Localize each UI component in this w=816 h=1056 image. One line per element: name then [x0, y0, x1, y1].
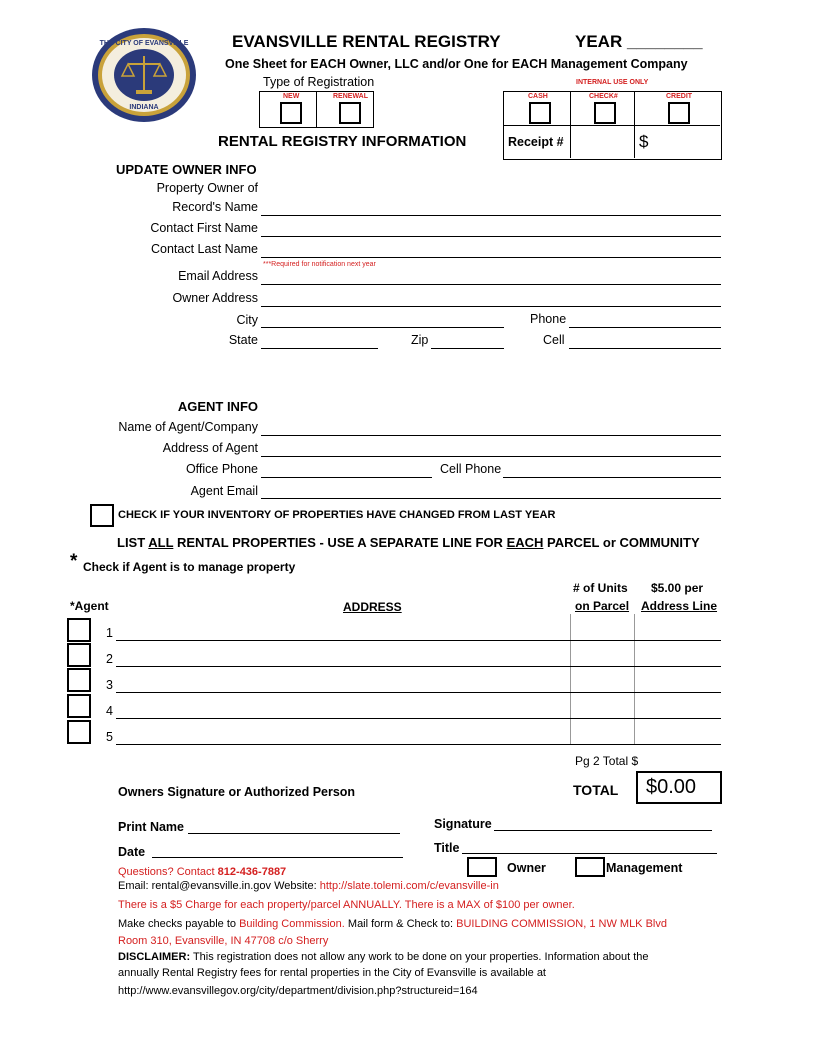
agent-name-field[interactable]: [261, 435, 721, 436]
print-name-field[interactable]: [188, 833, 400, 834]
owner-name-field[interactable]: [261, 215, 721, 216]
questions-line: Questions? Contact 812-436-7887: [118, 866, 287, 878]
new-label: NEW: [283, 93, 300, 100]
agent-heading: AGENT INFO: [177, 399, 258, 414]
charge-note: There is a $5 Charge for each property/parcel ANNUALLY. There is a MAX of $100 per owner.: [118, 899, 575, 911]
inventory-changed-label: CHECK IF YOUR INVENTORY OF PROPERTIES HAVE CHANGED FROM LAST YEAR: [118, 509, 556, 521]
state-field[interactable]: [261, 348, 378, 349]
dollar-sign: $: [639, 132, 649, 151]
agent-checkbox-4[interactable]: [67, 694, 91, 718]
office-phone-field[interactable]: [261, 477, 432, 478]
owner-checkbox[interactable]: [467, 857, 497, 877]
renewal-label: RENEWAL: [333, 93, 368, 100]
disclaimer-line-2: annually Rental Registry fees for rental properties in the City of Evansville is available at: [118, 967, 546, 979]
agent-name-label: Name of Agent/Company: [118, 420, 258, 434]
list-heading: LIST ALL RENTAL PROPERTIES - USE A SEPARATE LINE FOR EACH PARCEL or COMMUNITY: [117, 535, 700, 550]
cell-phone-field[interactable]: [503, 477, 721, 478]
email-label: Email Address: [178, 269, 258, 283]
title-label: Title: [434, 841, 460, 855]
credit-label: CREDIT: [666, 93, 693, 100]
form-title: EVANSVILLE RENTAL REGISTRY: [232, 32, 501, 51]
first-name-label: Contact First Name: [150, 221, 258, 235]
signature-heading: Owners Signature or Authorized Person: [118, 785, 356, 799]
row-number: 1: [106, 626, 113, 640]
owner-heading: UPDATE OWNER INFO: [116, 162, 257, 177]
signature-field[interactable]: [494, 830, 712, 831]
print-name-label: Print Name: [118, 820, 184, 834]
email-field[interactable]: [261, 284, 721, 285]
email-website-line: Email: rental@evansville.in.gov Website: http://slate.tolemi.com/c/evansville-in: [118, 880, 499, 892]
address-line-3[interactable]: [116, 692, 721, 693]
year-field[interactable]: YEAR ________: [575, 32, 703, 51]
units-column-divider: [570, 614, 571, 745]
city-seal: [90, 26, 198, 124]
required-note: ***Required for notification next year: [263, 261, 376, 268]
disclaimer-line-1: DISCLAIMER: This registration does not allow any work to be done on your properties. Information about the: [118, 951, 649, 963]
check-label: CHECK#: [589, 93, 618, 100]
zip-field[interactable]: [431, 348, 504, 349]
agent-email-field[interactable]: [261, 498, 721, 499]
address-column-header: ADDRESS: [343, 600, 402, 614]
credit-checkbox[interactable]: [668, 102, 690, 124]
agent-checkbox-1[interactable]: [67, 618, 91, 642]
cash-label: CASH: [528, 93, 548, 100]
fee-header-2: Address Line: [641, 599, 718, 613]
receipt-number-field[interactable]: [572, 127, 634, 158]
phone-label: Phone: [530, 312, 567, 326]
date-field[interactable]: [152, 857, 403, 858]
payable-line: Make checks payable to Building Commission. Mail form & Check to: BUILDING COMMISSION, 1 NW MLK Blvd: [118, 918, 667, 930]
agent-address-label: Address of Agent: [162, 441, 258, 455]
total-label: TOTAL: [573, 782, 619, 798]
owner-address-field[interactable]: [261, 306, 721, 307]
agent-address-field[interactable]: [261, 456, 721, 457]
management-option-label: Management: [606, 861, 683, 875]
units-header-2: on Parcel: [575, 599, 630, 613]
fee-column-divider: [634, 614, 635, 745]
new-checkbox[interactable]: [280, 102, 302, 124]
address-line-4[interactable]: [116, 718, 721, 719]
agent-checkbox-3[interactable]: [67, 668, 91, 692]
row-number: 3: [106, 678, 113, 692]
row-number: 5: [106, 730, 113, 744]
phone-field[interactable]: [569, 327, 721, 328]
state-label: State: [228, 333, 258, 347]
agent-checkbox-5[interactable]: [67, 720, 91, 744]
units-header-1: # of Units: [573, 581, 628, 595]
row-number: 2: [106, 652, 113, 666]
seal-bottom-text: INDIANA: [129, 104, 159, 111]
cell-field[interactable]: [569, 348, 721, 349]
form-subtitle: One Sheet for EACH Owner, LLC and/or One for EACH Management Company: [225, 57, 688, 71]
owner-name-label: Record's Name: [172, 200, 258, 214]
receipt-label: Receipt #: [508, 135, 564, 149]
zip-label: Zip: [411, 333, 429, 347]
disclaimer-url[interactable]: http://www.evansvillegov.org/city/department/division.php?structureid=164: [118, 985, 478, 997]
check-checkbox[interactable]: [594, 102, 616, 124]
inventory-changed-checkbox[interactable]: [90, 504, 114, 527]
last-name-field[interactable]: [261, 257, 721, 258]
address-line-2[interactable]: [116, 666, 721, 667]
agent-checkbox-2[interactable]: [67, 643, 91, 667]
agent-column-header: *Agent: [70, 599, 109, 613]
title-field[interactable]: [462, 853, 717, 854]
agent-email-label: Agent Email: [190, 484, 258, 498]
cell-label: Cell: [543, 333, 565, 347]
city-field[interactable]: [261, 327, 504, 328]
cell-phone-label: Cell Phone: [440, 462, 502, 476]
section-title: RENTAL REGISTRY INFORMATION: [218, 133, 467, 150]
room-line: Room 310, Evansville, IN 47708 c/o Sherry: [118, 935, 329, 947]
agent-asterisk: *: [70, 551, 78, 572]
registration-type-label: Type of Registration: [263, 75, 375, 89]
internal-use-label: INTERNAL USE ONLY: [576, 79, 649, 86]
office-phone-label: Office Phone: [185, 462, 258, 476]
total-value-box: [636, 771, 722, 804]
address-line-5[interactable]: [116, 744, 721, 745]
city-label: City: [236, 313, 258, 327]
receipt-amount-field[interactable]: [653, 127, 719, 158]
owner-address-label: Owner Address: [172, 291, 258, 305]
website-link[interactable]: http://slate.tolemi.com/c/evansville-in: [319, 880, 499, 892]
total-value: $0.00: [646, 776, 697, 798]
row-number: 4: [106, 704, 113, 718]
page2-total-label: Pg 2 Total $: [575, 754, 639, 768]
first-name-field[interactable]: [261, 236, 721, 237]
renewal-checkbox[interactable]: [339, 102, 361, 124]
fee-header-1: $5.00 per: [651, 581, 704, 595]
cash-checkbox[interactable]: [529, 102, 551, 124]
management-checkbox[interactable]: [575, 857, 605, 877]
owner-of-label: Property Owner of: [156, 181, 258, 195]
last-name-label: Contact Last Name: [151, 242, 258, 256]
signature-label: Signature: [434, 817, 492, 831]
owner-option-label: Owner: [507, 861, 546, 875]
seal-top-text: THE CITY OF EVANSVILLE: [99, 40, 189, 47]
date-label: Date: [118, 845, 146, 859]
address-line-1[interactable]: [116, 640, 721, 641]
agent-manage-note: Check if Agent is to manage property: [83, 560, 296, 574]
